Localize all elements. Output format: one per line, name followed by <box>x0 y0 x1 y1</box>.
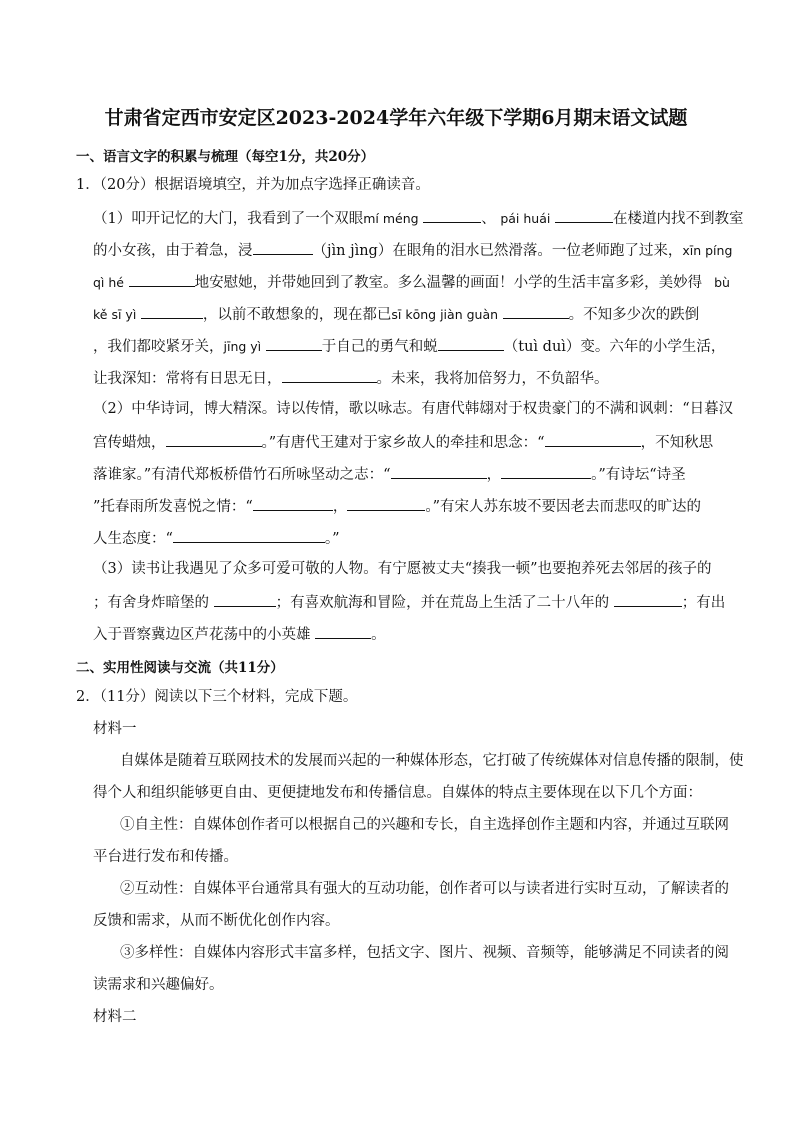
q1-p1-line6 <box>93 368 718 388</box>
answer-blank[interactable] <box>166 432 262 447</box>
material-1-item3-line2: 读需求和兴趣偏好。 <box>93 977 224 993</box>
answer-blank[interactable] <box>282 368 377 383</box>
text-span: 。不知多少次的跌倒 <box>568 307 700 323</box>
material-1-line2: 得个人和组织能够更自由、更便捷地发布和传播信息。自媒体的特点主要体现在以下几个方面： <box>93 785 702 801</box>
material-1-item2-line1: ②互动性：自媒体平台通常具有强大的互动功能，创作者可以与读者进行实时互动，了解读者的 <box>120 881 729 897</box>
q1-p2-line3 <box>93 464 718 484</box>
text-span: 让我深知：常将有日思无日， <box>93 371 282 387</box>
answer-blank[interactable] <box>503 304 569 319</box>
answer-blank[interactable] <box>266 336 322 351</box>
pinyin-bukesiyi: kě sī yì <box>93 307 137 322</box>
answer-blank[interactable] <box>391 464 487 479</box>
text-span: ；有出 <box>681 595 726 611</box>
pinyin-mimeng: mí méng <box>363 211 419 226</box>
pinyin-bu: bù <box>714 275 730 290</box>
pinyin-sikongjianguan: sī kōng jiàn guàn <box>391 307 499 322</box>
answer-blank[interactable] <box>545 432 641 447</box>
material-1-item3-line1: ③多样性：自媒体内容形式丰富多样，包括文字、图片、视频、音频等，能够满足不同读者的阅 <box>120 945 729 961</box>
pinyin-jingyi: jīng yì <box>223 339 262 354</box>
pinyin-xinping: xīn píng <box>682 243 733 258</box>
text-span: 。”有唐代王建对于家乡故人的牵挂和思念：“ <box>261 435 545 451</box>
material-1-line1: 自媒体是随着互联网技术的发展而兴起的一种媒体形态，它打破了传统媒体对信息传播的限制，使 <box>120 753 744 769</box>
q1-p1-line1 <box>93 208 744 228</box>
pinyin-paihuai: pái huái <box>500 211 551 226</box>
text-span: ；有舍身炸暗堡的 <box>93 595 209 611</box>
text-span: 在楼道内找不到教室 <box>612 211 744 227</box>
q1-p3-line2 <box>93 592 726 612</box>
text-span: （tuì duì）变。六年的小学生活， <box>503 339 726 355</box>
q1-p2-line5 <box>93 528 718 548</box>
text-span: ”托春雨所发喜悦之情：“ <box>93 499 253 515</box>
answer-blank[interactable] <box>141 304 203 319</box>
answer-blank[interactable] <box>253 496 333 511</box>
answer-blank[interactable] <box>501 464 591 479</box>
text-span: ，不知秋思 <box>640 435 714 451</box>
text-span: （1）叩开记忆的大门，我看到了一个双眼 <box>93 211 364 227</box>
text-span: 。”有宋人苏东坡不要因老去而悲叹的旷达的 <box>425 499 701 515</box>
text-span: ， <box>332 499 348 515</box>
answer-blank[interactable] <box>214 592 276 607</box>
answer-blank[interactable] <box>347 496 425 511</box>
text-span: （jìn jìng）在眼角的泪水已然滑落。一位老师跑了过来， <box>312 243 683 259</box>
text-span: 落谁家。”有清代郑板桥借竹石所咏坚动之志：“ <box>93 467 391 483</box>
material-1-item1-line1: ①自主性：自媒体创作者可以根据自己的兴趣和专长，自主选择创作主题和内容，并通过互联网 <box>120 817 729 833</box>
q1-p1-line3 <box>93 272 730 292</box>
text-span: ，我们都咬紧牙关， <box>93 339 224 355</box>
answer-blank[interactable] <box>253 240 313 255</box>
q1-p2-line2 <box>93 432 718 452</box>
pinyin-qihe: qì hé <box>93 275 124 290</box>
q1-p2-line4 <box>93 496 718 516</box>
material-2-label: 材料二 <box>93 1009 137 1025</box>
material-1-label: 材料一 <box>93 721 137 737</box>
text-span: ，以前不敢想象的，现在都已 <box>202 307 392 323</box>
text-span: 人生态度：“ <box>93 531 173 547</box>
material-1-item2-line2: 反馈和需求，从而不断优化创作内容。 <box>93 913 340 929</box>
q1-p1-line4 <box>93 304 718 324</box>
answer-blank[interactable] <box>438 336 504 351</box>
text-span: 地安慰她，并带她回到了教室。多么温馨的画面！小学的生活丰富多彩，美妙得 <box>194 275 703 291</box>
q1-p1-line5 <box>93 336 726 356</box>
text-span: 宫传蜡烛， <box>93 435 166 451</box>
section-heading-2: 二、实用性阅读与交流（共11分） <box>76 660 284 676</box>
answer-blank[interactable] <box>315 624 371 639</box>
answer-blank[interactable] <box>555 208 613 223</box>
text-span: 于自己的勇气和蜕 <box>321 339 438 355</box>
section-heading-1: 一、语言文字的积累与梳理（每空1分，共20分） <box>76 149 375 165</box>
text-span: ， <box>486 467 502 483</box>
text-span: 。 <box>371 627 386 643</box>
answer-blank[interactable] <box>423 208 481 223</box>
q1-p3-line3 <box>93 624 718 644</box>
text-span: 。”有诗坛“诗圣 <box>591 467 686 483</box>
q1-p2-line1: （2）中华诗词，博大精深。诗以传情，歌以咏志。有唐代韩翃对于权贵豪门的不满和讽刺：“日暮汉 <box>93 401 734 417</box>
q1-p1-line2 <box>93 240 733 260</box>
text-span: 。” <box>324 531 340 547</box>
page-title: 甘肃省定西市安定区2023-2024学年六年级下学期6月期末语文试题 <box>104 107 688 129</box>
question-2-stem: 2．（11分）阅读以下三个材料，完成下题。 <box>76 689 358 705</box>
answer-blank[interactable] <box>173 528 325 543</box>
q1-p3-line1: （3）读书让我遇见了众多可爱可敬的人物。有宁愿被丈夫“揍我一顿”也要抱养死去邻居的孩子的 <box>93 561 712 577</box>
answer-blank[interactable] <box>129 272 195 287</box>
text-span: 。未来，我将加倍努力，不负韶华。 <box>376 371 609 387</box>
text-span: 的小女孩，由于着急，浸 <box>93 243 253 259</box>
text-span: 、 <box>481 211 496 227</box>
question-1-stem: 1．（20分）根据语境填空，并为加点字选择正确读音。 <box>76 177 430 193</box>
text-span: 入于晋察冀边区芦花荡中的小英雄 <box>93 627 311 643</box>
answer-blank[interactable] <box>614 592 682 607</box>
material-1-item1-line2: 平台进行发布和传播。 <box>93 849 238 865</box>
text-span: ；有喜欢航海和冒险，并在荒岛上生活了二十八年的 <box>275 595 610 611</box>
